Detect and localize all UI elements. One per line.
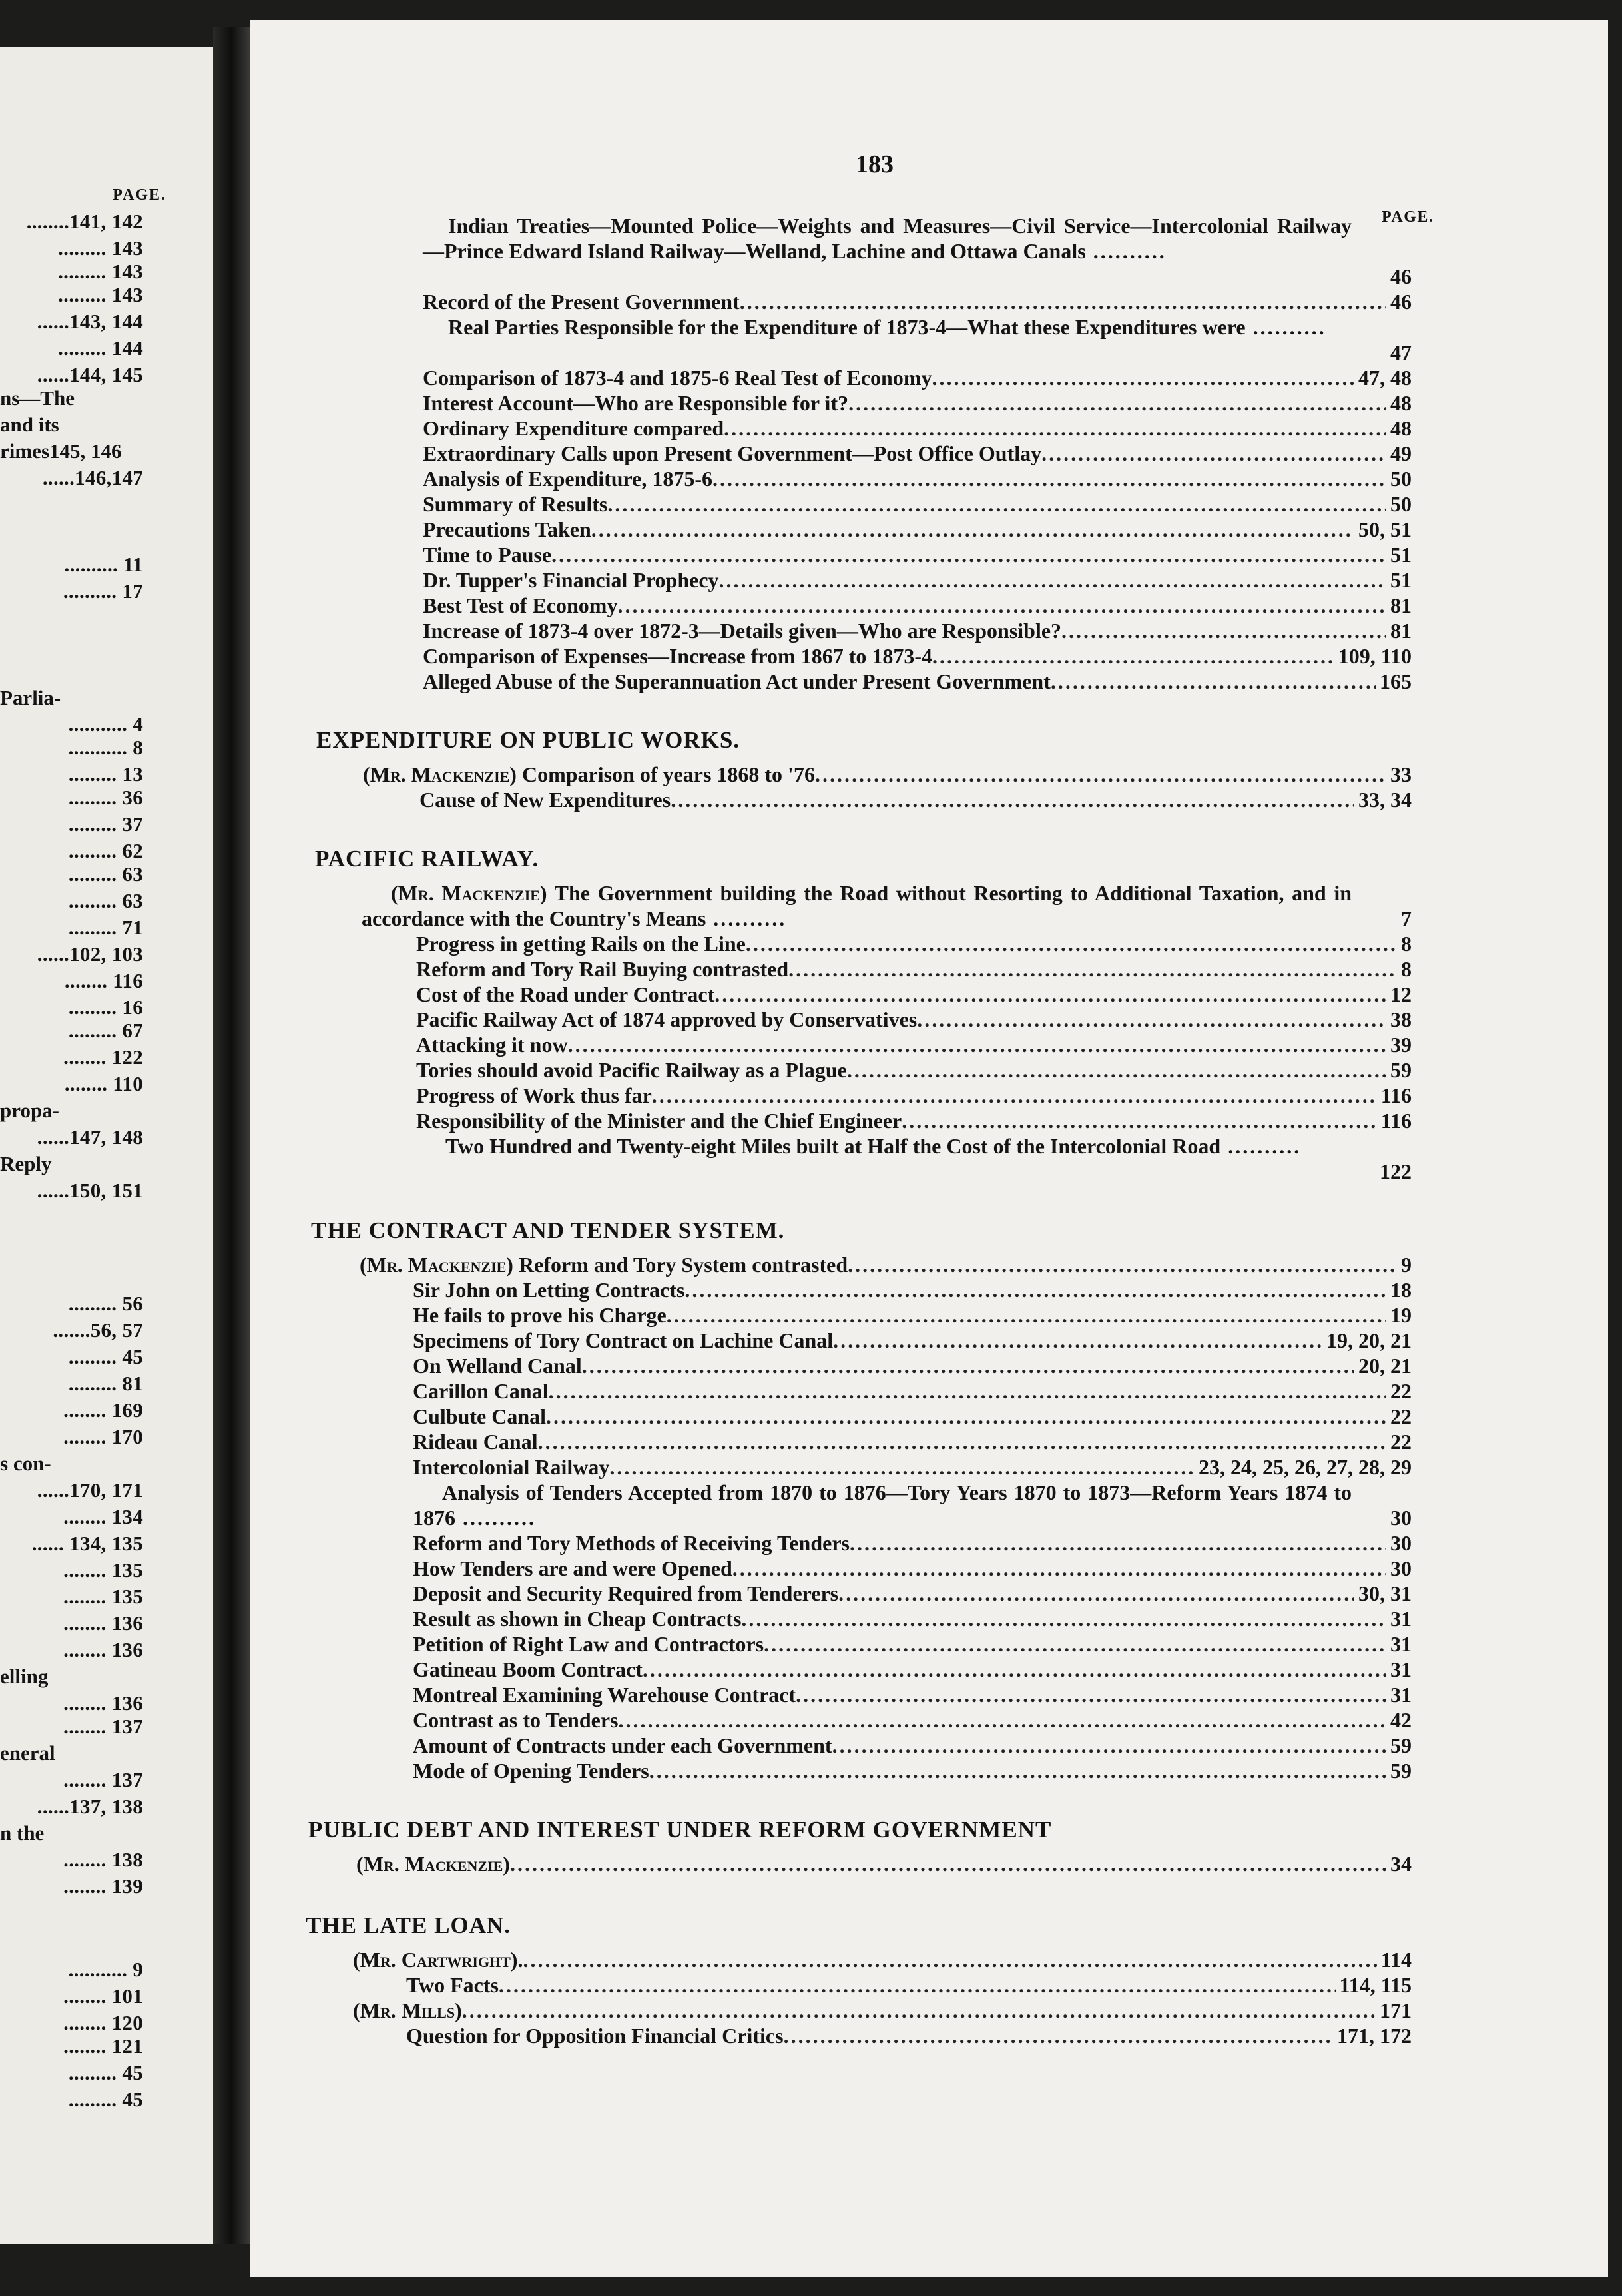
toc-entry [423, 416, 1412, 441]
toc-page-ref: 42 [1390, 1708, 1412, 1732]
toc-entry [416, 1108, 1412, 1133]
toc-entry [416, 931, 1412, 956]
toc-entry [413, 1606, 1412, 1631]
left-page-row: .......... 17 [63, 579, 143, 603]
toc-entry [423, 669, 1412, 694]
toc-entry [416, 1032, 1412, 1057]
left-page-row: ......... 63 [68, 862, 143, 886]
toc-page-ref: 114 [1380, 1948, 1412, 1972]
dot-leader [732, 1556, 1386, 1581]
left-page-row: ........ 135 [63, 1558, 143, 1581]
toc-entry-title: Amount of Contracts under each Government [413, 1733, 832, 1757]
toc-page-ref: 31 [1390, 1607, 1412, 1631]
toc-entry-title: Responsibility of the Minister and the Chief Engineer [416, 1109, 902, 1133]
left-page-row: ........ 136 [63, 1611, 143, 1635]
toc-page-ref: 122 [1380, 1159, 1412, 1183]
book-gutter [213, 27, 250, 2244]
toc-entry-title: Mode of Opening Tenders [413, 1759, 649, 1783]
toc-entry-title: Reform and Tory System contrasted [518, 1253, 848, 1277]
left-page-row: ......... 56 [68, 1292, 143, 1315]
toc-entry [413, 1707, 1412, 1733]
toc-entry [423, 542, 1412, 567]
dot-leader [838, 1581, 1354, 1606]
speaker-name: (Mr. Mackenzie) [363, 762, 517, 786]
dot-leader [741, 1606, 1386, 1631]
dot-leader [764, 1631, 1386, 1657]
left-page-row: ........ 120 [63, 2011, 143, 2034]
dot-leader: .......... [1245, 315, 1326, 339]
toc-entry-title: Result as shown in Cheap Contracts [413, 1607, 742, 1631]
toc-entry [423, 314, 1352, 340]
left-page-row: ........ 134 [63, 1505, 143, 1528]
dot-leader [712, 466, 1386, 491]
toc-entry [423, 491, 1412, 517]
toc-entry [413, 1480, 1352, 1530]
toc-entry [416, 1133, 1352, 1159]
speaker-name: (Mr. Mills) [353, 1998, 462, 2022]
dot-leader [848, 390, 1386, 416]
toc-entry-title: Comparison of years 1868 to '76 [521, 762, 815, 786]
toc-page-ref: 59 [1390, 1759, 1412, 1783]
dot-leader [796, 1682, 1386, 1707]
left-page-row: ns—The [0, 386, 75, 410]
toc-entry-title: Gatineau Boom Contract [413, 1657, 643, 1681]
left-page-row: ........ 137 [63, 1715, 143, 1738]
left-page-label: PAGE. [113, 186, 166, 204]
dot-leader [499, 1972, 1336, 1998]
left-page-row: ......... 81 [68, 1372, 143, 1395]
left-page-row: ......... 63 [68, 889, 143, 912]
toc-entry-title: Culbute Canal [413, 1404, 547, 1428]
left-page-row: ........ 138 [63, 1848, 143, 1871]
toc-page-ref: 46 [1390, 290, 1412, 314]
dot-leader: .......... [1220, 1134, 1302, 1158]
toc-page-ref: 31 [1390, 1657, 1412, 1681]
toc-entry [413, 1581, 1412, 1606]
toc-page-ref: 23, 24, 25, 26, 27, 28, 29 [1199, 1455, 1412, 1479]
left-page-row: ........ 121 [63, 2034, 143, 2058]
toc-page-ref: 20, 21 [1358, 1354, 1412, 1378]
toc-entry-title: He fails to prove his Charge [413, 1303, 667, 1327]
toc-page-ref: 51 [1390, 543, 1412, 567]
dot-leader [568, 1032, 1386, 1057]
toc-entry [423, 441, 1412, 466]
dot-leader [652, 1083, 1377, 1108]
toc-page-ref: 171 [1380, 1998, 1412, 2022]
toc-entry-title: Petition of Right Law and Contractors [413, 1632, 764, 1656]
toc-entry [413, 1277, 1412, 1302]
toc-entry-title: Dr. Tupper's Financial Prophecy [423, 568, 719, 592]
toc-page-ref: 31 [1390, 1632, 1412, 1656]
toc-page-ref: 22 [1390, 1430, 1412, 1454]
right-page [250, 20, 1608, 2277]
dot-leader [932, 643, 1334, 669]
toc-page-ref: 8 [1401, 957, 1412, 981]
toc-entry [413, 1429, 1412, 1454]
toc-page-ref: 165 [1380, 669, 1412, 693]
page-number: 183 [856, 150, 894, 178]
toc-entry-title: Progress in getting Rails on the Line [416, 932, 746, 956]
left-page-row: ......... 16 [68, 996, 143, 1019]
section-heading: EXPENDITURE ON PUBLIC WORKS. [316, 727, 740, 753]
toc-entry-title: Analysis of Tenders Accepted from 1870 to 1876—Tory Years 1870 to 1873—Reform Years 1874 to 1876 [413, 1480, 1352, 1530]
left-page-row: ........ 136 [63, 1691, 143, 1715]
left-page-row: ......143, 144 [37, 310, 143, 333]
toc-entry [423, 593, 1412, 618]
toc-entry [423, 365, 1412, 390]
toc-page-ref: 50 [1390, 467, 1412, 491]
toc-page-ref: 48 [1390, 416, 1412, 440]
dot-leader [649, 1758, 1386, 1783]
toc-page-ref: 30 [1390, 1531, 1412, 1555]
left-page-row: s con- [0, 1452, 51, 1475]
toc-entry [416, 1083, 1412, 1108]
left-page-row: ......170, 171 [37, 1478, 143, 1502]
dot-leader: .......... [455, 1506, 536, 1530]
toc-entry [413, 1404, 1412, 1429]
dot-leader [618, 1707, 1386, 1733]
left-page-row: Reply [0, 1152, 52, 1175]
dot-leader [724, 416, 1386, 441]
left-page-row: and its [0, 413, 59, 436]
left-page-row: ........... 4 [68, 713, 143, 736]
dot-leader [462, 1998, 1376, 2023]
left-page-row: ......102, 103 [37, 942, 143, 966]
toc-entry-title: Question for Opposition Financial Critics [406, 2024, 784, 2048]
toc-page-ref: 22 [1390, 1379, 1412, 1403]
toc-entry [413, 1530, 1412, 1556]
toc-page-ref: 30 [1390, 1506, 1412, 1530]
toc-entry-title: Comparison of Expenses—Increase from 1867 to 1873-4 [423, 644, 932, 668]
toc-entry-title: Record of the Present Government [423, 290, 740, 314]
toc-page-ref: 33, 34 [1358, 788, 1412, 812]
toc-entry-title: Alleged Abuse of the Superannuation Act under Present Government [423, 669, 1051, 693]
toc-entry-title: Analysis of Expenditure, 1875-6 [423, 467, 713, 491]
toc-entry [353, 1998, 1412, 2023]
toc-entry-title: Carillon Canal [413, 1379, 549, 1403]
toc-entry-title: Comparison of 1873-4 and 1875-6 Real Test of Economy [423, 366, 932, 390]
dot-leader [932, 365, 1354, 390]
dot-leader [538, 1429, 1386, 1454]
speaker-name: (Mr. Mackenzie) [360, 1253, 513, 1277]
left-page-row: ......146,147 [42, 466, 143, 489]
toc-page-ref: 7 [1401, 906, 1412, 930]
toc-entry-title: Best Test of Economy [423, 593, 618, 617]
dot-leader [617, 593, 1386, 618]
toc-entry [416, 1057, 1412, 1083]
toc-entry-title: Progress of Work thus far [416, 1083, 652, 1107]
toc-entry-title: Precautions Taken [423, 517, 591, 541]
dot-leader [833, 1328, 1322, 1353]
dot-leader: .......... [706, 906, 787, 930]
dot-leader [643, 1657, 1386, 1682]
toc-page-ref: 34 [1390, 1852, 1412, 1876]
toc-page-ref: 48 [1390, 391, 1412, 415]
toc-entry-title: Ordinary Expenditure compared [423, 416, 724, 440]
toc-entry [413, 1758, 1412, 1783]
left-page-fragment [0, 47, 213, 2244]
toc-entry [413, 1733, 1412, 1758]
toc-entry [406, 1972, 1412, 1998]
dot-leader [551, 542, 1386, 567]
left-page-row: ......... 67 [68, 1019, 143, 1042]
left-page-row: ......... 36 [68, 786, 143, 809]
toc-entry [413, 1328, 1412, 1353]
toc-page-ref: 116 [1380, 1083, 1412, 1107]
dot-leader [832, 1733, 1386, 1758]
toc-entry-title: Cost of the Road under Contract [416, 982, 715, 1006]
section-heading: PACIFIC RAILWAY. [315, 846, 539, 872]
left-page-row: ........ 170 [63, 1425, 143, 1448]
toc-entry [413, 1556, 1412, 1581]
left-page-row: ........ 116 [64, 969, 143, 992]
toc-entry [363, 762, 1412, 787]
dot-leader [847, 1057, 1386, 1083]
left-page-row: ........ 110 [64, 1072, 143, 1095]
left-page-row: ......... 143 [58, 283, 143, 306]
dot-leader [510, 1851, 1386, 1876]
page-column-label: PAGE. [1382, 208, 1434, 226]
left-page-row: ......... 143 [58, 236, 143, 260]
toc-entry [423, 466, 1412, 491]
toc-page-ref: 116 [1380, 1109, 1412, 1133]
toc-entry-title: Montreal Examining Warehouse Contract [413, 1683, 796, 1707]
section-heading: PUBLIC DEBT AND INTEREST UNDER REFORM GOVERNMENT [308, 1817, 1052, 1843]
left-page-row: ........ 135 [63, 1585, 143, 1608]
left-page-row: ......... 13 [68, 762, 143, 786]
toc-entry-title: The Government building the Road without Resorting to Additional Taxation, and in accordance with the Country's Means [362, 881, 1352, 930]
left-page-row: ........... 9 [68, 1958, 143, 1981]
toc-page-ref: 47 [1390, 340, 1412, 364]
toc-page-ref: 47, 48 [1358, 366, 1412, 390]
toc-entry-title: How Tenders are and were Opened [413, 1556, 732, 1580]
toc-entry-title: On Welland Canal [413, 1354, 582, 1378]
toc-page-ref: 19, 20, 21 [1326, 1328, 1412, 1352]
left-page-row: n the [0, 1821, 45, 1845]
toc-page-ref: 51 [1390, 568, 1412, 592]
toc-page-ref: 59 [1390, 1733, 1412, 1757]
left-page-row: ...... 134, 135 [31, 1532, 143, 1555]
left-page-row: ......... 144 [58, 336, 143, 360]
left-page-row: ........ 169 [63, 1398, 143, 1422]
toc-entry [413, 1631, 1412, 1657]
toc-entry-title: Two Facts [406, 1973, 499, 1997]
toc-page-ref: 30, 31 [1358, 1581, 1412, 1605]
toc-page-ref: 59 [1390, 1058, 1412, 1082]
toc-entry-title: Contrast as to Tenders [413, 1708, 619, 1732]
toc-entry-title: Indian Treaties—Mounted Police—Weights and Measures—Civil Service—Intercolonial Railway—Prince Edward Island Railway—Welland, Lachine and Ottawa Canals [423, 214, 1352, 263]
dot-leader [740, 289, 1386, 314]
toc-entry-title: Attacking it now [416, 1033, 568, 1057]
toc-entry [356, 1851, 1412, 1876]
dot-leader [788, 956, 1397, 982]
toc-entry [413, 1378, 1412, 1404]
toc-entry-title: Reform and Tory Methods of Receiving Tenders [413, 1531, 850, 1555]
toc-entry [423, 213, 1352, 264]
toc-entry [413, 1682, 1412, 1707]
toc-page-ref: 114, 115 [1339, 1973, 1412, 1997]
left-page-row: Parlia- [0, 686, 61, 709]
toc-entry [416, 1007, 1412, 1032]
dot-leader [582, 1353, 1354, 1378]
left-page-row: .......56, 57 [53, 1318, 143, 1342]
dot-leader [546, 1404, 1386, 1429]
toc-entry [423, 390, 1412, 416]
dot-leader [714, 982, 1386, 1007]
toc-entry [423, 618, 1412, 643]
toc-page-ref: 8 [1401, 932, 1412, 956]
dot-leader [671, 787, 1354, 812]
speaker-name: (Mr. Mackenzie) [356, 1852, 510, 1876]
toc-page-ref: 19 [1390, 1303, 1412, 1327]
left-page-row: ......... 45 [68, 2061, 143, 2084]
left-page-row: ......... 62 [68, 839, 143, 862]
toc-page-ref: 33 [1390, 762, 1412, 786]
toc-entry [413, 1657, 1412, 1682]
dot-leader [591, 517, 1354, 542]
toc-entry-title: Two Hundred and Twenty-eight Miles built at Half the Cost of the Intercolonial Road [445, 1134, 1221, 1158]
toc-entry-title: Specimens of Tory Contract on Lachine Canal [413, 1328, 834, 1352]
toc-entry [413, 1454, 1412, 1480]
toc-entry-title: Reform and Tory Rail Buying contrasted [416, 957, 789, 981]
left-page-row: propa- [0, 1099, 60, 1122]
toc-page-ref: 81 [1390, 593, 1412, 617]
left-page-row: ........ 139 [63, 1874, 143, 1898]
toc-entry-title: Extraordinary Calls upon Present Government—Post Office Outlay [423, 441, 1042, 465]
toc-entry [360, 1252, 1412, 1277]
toc-page-ref: 30 [1390, 1556, 1412, 1580]
dot-leader [784, 2023, 1333, 2048]
dot-leader [609, 1454, 1195, 1480]
toc-entry-title: Interest Account—Who are Responsible for it? [423, 391, 849, 415]
dot-leader [684, 1277, 1386, 1302]
toc-page-ref: 38 [1390, 1007, 1412, 1031]
section-heading: THE LATE LOAN. [306, 1912, 511, 1938]
dot-leader [1041, 441, 1386, 466]
toc-page-ref: 12 [1390, 982, 1412, 1006]
left-page-row: ........... 8 [68, 736, 143, 759]
dot-leader [1061, 618, 1386, 643]
left-page-row: ........ 101 [63, 1984, 143, 2008]
dot-leader [850, 1530, 1386, 1556]
toc-entry-title: Intercolonial Railway [413, 1455, 610, 1479]
left-page-row: ......... 143 [58, 260, 143, 283]
toc-entry [419, 787, 1412, 812]
dot-leader [607, 491, 1386, 517]
dot-leader [1051, 669, 1376, 694]
toc-entry-title: Sir John on Letting Contracts [413, 1278, 685, 1302]
left-page-row: rimes145, 146 [0, 439, 122, 463]
dot-leader [848, 1252, 1397, 1277]
toc-page-ref: 31 [1390, 1683, 1412, 1707]
toc-entry-title: Rideau Canal [413, 1430, 538, 1454]
toc-page-ref: 46 [1390, 264, 1412, 288]
left-page-row: ......... 45 [68, 1345, 143, 1368]
section-heading: THE CONTRACT AND TENDER SYSTEM. [311, 1217, 785, 1243]
dot-leader [549, 1378, 1386, 1404]
toc-page-ref: 18 [1390, 1278, 1412, 1302]
toc-page-ref: 171, 172 [1337, 2024, 1412, 2048]
toc-entry [423, 643, 1412, 669]
toc-page-ref: 50, 51 [1358, 517, 1412, 541]
dot-leader: .......... [1085, 239, 1167, 263]
dot-leader [719, 567, 1386, 593]
toc-entry-title: Tories should avoid Pacific Railway as a Plague [416, 1058, 847, 1082]
toc-entry [406, 2023, 1412, 2048]
left-page-row: ......... 71 [68, 916, 143, 939]
toc-page-ref: 109, 110 [1338, 644, 1412, 668]
left-page-row: ........ 136 [63, 1638, 143, 1661]
speaker-name: (Mr. Cartwright). [353, 1948, 523, 1972]
left-page-row: ........141, 142 [26, 210, 143, 233]
toc-entry-title: Summary of Results [423, 492, 608, 516]
left-page-row: ......... 37 [68, 812, 143, 836]
toc-entry [362, 880, 1352, 931]
toc-entry-title: Time to Pause [423, 543, 552, 567]
toc-page-ref: 49 [1390, 441, 1412, 465]
left-page-row: ........ 122 [63, 1045, 143, 1069]
toc-entry [416, 956, 1412, 982]
toc-entry-title: Real Parties Responsible for the Expenditure of 1873-4—What these Expenditures were [448, 315, 1246, 339]
dot-leader [523, 1947, 1377, 1972]
toc-page-ref: 9 [1401, 1253, 1412, 1277]
dot-leader [815, 762, 1386, 787]
left-page-row: ......150, 151 [37, 1179, 143, 1202]
toc-entry-title: Cause of New Expenditures [419, 788, 671, 812]
left-page-row: ......137, 138 [37, 1795, 143, 1818]
left-page-row: ......144, 145 [37, 363, 143, 386]
toc-entry [423, 289, 1412, 314]
left-page-row: eneral [0, 1741, 55, 1765]
dot-leader [917, 1007, 1386, 1032]
toc-entry [416, 982, 1412, 1007]
toc-entry [423, 517, 1412, 542]
toc-entry-title: Deposit and Security Required from Tenderers [413, 1581, 839, 1605]
toc-page-ref: 39 [1390, 1033, 1412, 1057]
speaker-name: (Mr. Mackenzie) [391, 881, 547, 905]
toc-entry-title: Pacific Railway Act of 1874 approved by Conservatives [416, 1007, 918, 1031]
toc-entry [413, 1302, 1412, 1328]
dot-leader [746, 931, 1397, 956]
toc-entry [423, 567, 1412, 593]
left-page-row: .......... 11 [64, 553, 143, 576]
toc-entry-title: Increase of 1873-4 over 1872-3—Details given—Who are Responsible? [423, 619, 1062, 643]
toc-page-ref: 81 [1390, 619, 1412, 643]
dot-leader [902, 1108, 1377, 1133]
left-page-row: ......147, 148 [37, 1125, 143, 1149]
toc-entry [413, 1353, 1412, 1378]
left-page-row: ......... 45 [68, 2088, 143, 2111]
left-page-row: elling [0, 1665, 49, 1688]
toc-page-ref: 22 [1390, 1404, 1412, 1428]
toc-entry [353, 1947, 1412, 1972]
left-page-row: ........ 137 [63, 1768, 143, 1791]
dot-leader [667, 1302, 1386, 1328]
toc-page-ref: 50 [1390, 492, 1412, 516]
